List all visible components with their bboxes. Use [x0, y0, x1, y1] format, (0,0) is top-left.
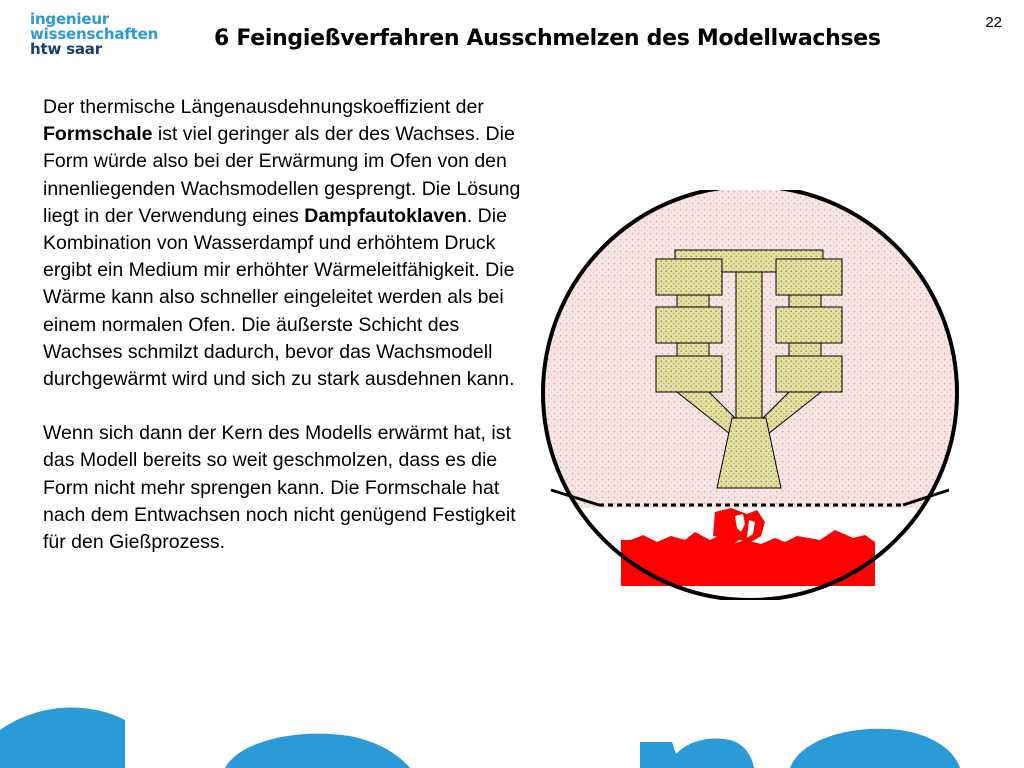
brand-swoosh [0, 700, 1024, 768]
logo [30, 12, 158, 57]
text-run: ist viel geringer als der des Wachses. Die Form würde also bei der Erwärmung im Ofen von den innenliegenden Wachsmodellen gesprengt. Die Lösung liegt in der Verwendung eines [43, 123, 521, 227]
logo-line-htw-saar: htw saar [30, 40, 102, 58]
slide-title: 6 Feingießverfahren Ausschmelzen des Modellwachses [214, 26, 881, 51]
logo-line-wissenschaften: wissenschaften [30, 25, 159, 43]
logo-line-ingenieur: ingenieur [30, 10, 110, 28]
autoclave-illustration [535, 190, 965, 600]
page-number: 22 [985, 14, 1002, 31]
text-run: . Die Kombination von Wasserdampf und erhöhtem Druck ergibt ein Medium mir erhöhter Wärmeleitfähigkeit. Die Wärme kann also schneller eingeleitet werden als bei einem normalen Ofen. Die äußerste Schicht des Wachses schmilzt dadurch, bevor das Wachsmodell durchgewärmt wird und sich zu stark ausdehnen kann. [43, 204, 515, 391]
paragraph-2: Wenn sich dann der Kern des Modells erwärmt hat, ist das Modell bereits so weit geschmolzen, dass es die Form nicht mehr sprengen kann. Die Formschale hat nach dem Entwachsen noch nicht genügend Festigkeit für den Gießprozess. [43, 422, 516, 554]
paragraph-1 [43, 94, 535, 393]
bold-term: Dampfautoklaven [304, 204, 467, 227]
body-text [43, 94, 535, 556]
bold-term: Formschale [43, 123, 153, 146]
text-run: Der thermische Längenausdehnungskoeffizient der [43, 96, 484, 118]
